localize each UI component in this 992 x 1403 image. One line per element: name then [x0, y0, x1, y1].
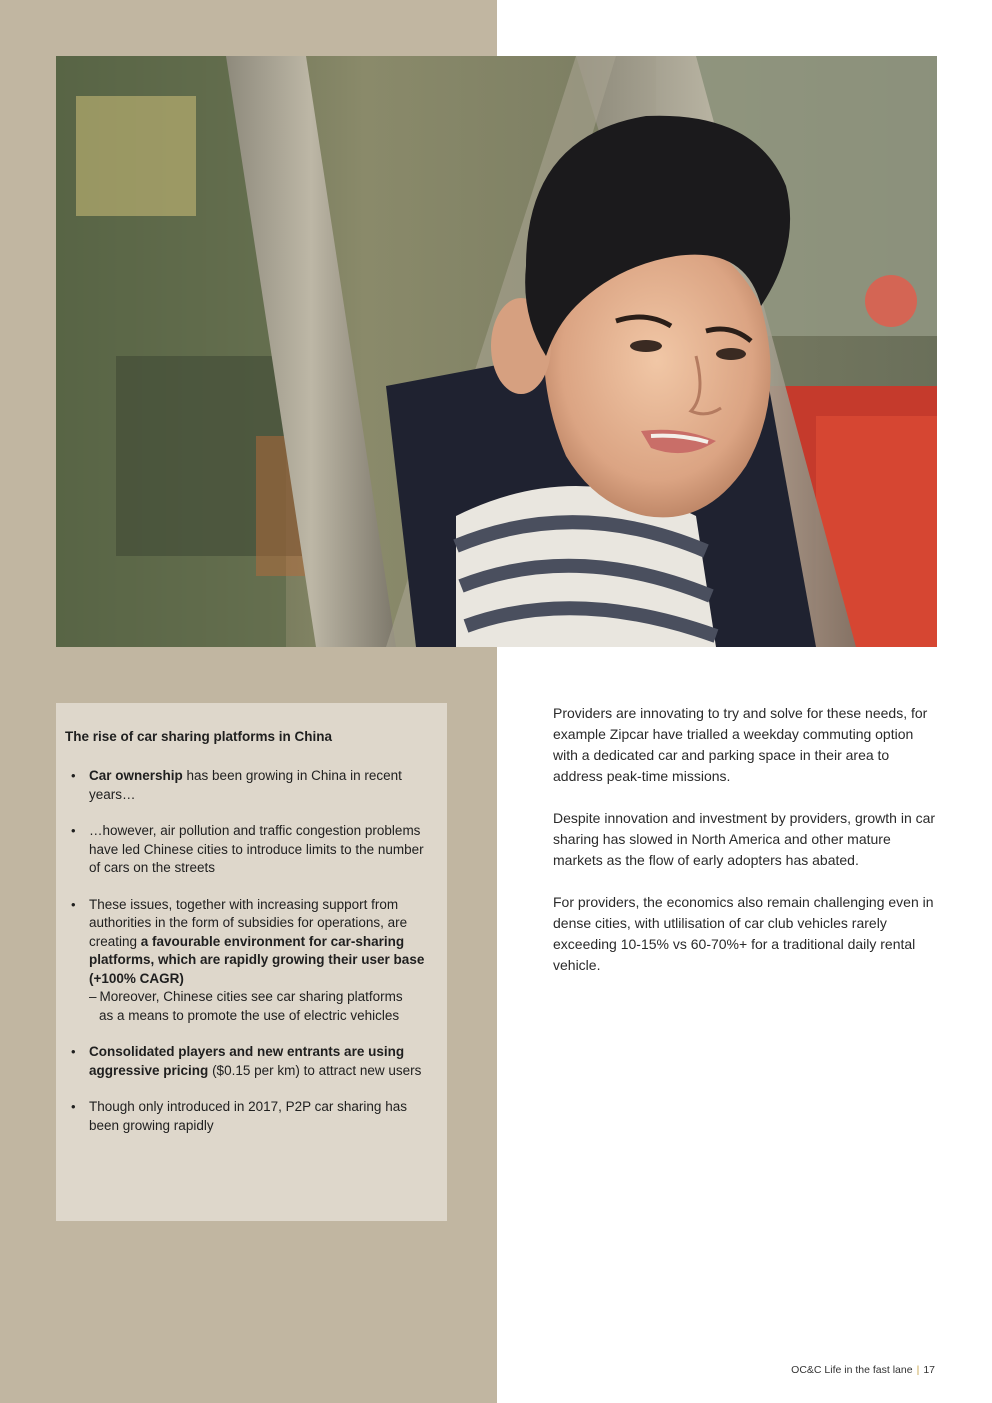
page-number: 17 [923, 1364, 935, 1376]
bullet-bold-text: Consolidated players and new entrants are using aggressive pricing [89, 1044, 405, 1078]
footer-publication: Life in the fast lane [824, 1364, 913, 1376]
bullet-text: These issues, together with increasing support from authorities in the form of subsidies for operations, are creating [89, 896, 408, 949]
sub-bullet-text-cont: as a means to promote the use of electric vehicles [99, 1007, 400, 1023]
bullet-text: has been growing in China in recent years… [89, 768, 402, 802]
car-window-photo [56, 56, 937, 647]
box-title: The rise of car sharing platforms in China [65, 729, 333, 744]
china-car-sharing-box [56, 703, 447, 1221]
page-footer [791, 1364, 935, 1376]
sub-bullet [89, 988, 427, 1025]
bullet-bold-text: a favourable environment for car-sharing platforms, which are rapidly growing their user base (+100% CAGR) [89, 933, 425, 986]
list-item [65, 1098, 427, 1135]
paragraph: Providers are innovating to try and solve for these needs, for example Zipcar have trialled a weekday commuting option with a dedicated car and parking space in their area to address peak-time missions. [553, 705, 928, 784]
bullet-list [65, 767, 427, 1135]
bullet-dot: • [71, 896, 76, 912]
footer-separator: | [916, 1364, 920, 1376]
paragraph: Despite innovation and investment by providers, growth in car sharing has slowed in North America and other mature markets as the flow of early adopters has abated. [553, 810, 936, 868]
body-text-column [553, 703, 938, 997]
bullet-dot: • [71, 768, 76, 783]
list-item [65, 767, 427, 804]
bullet-dot: • [71, 1099, 76, 1114]
bullet-dot: • [71, 1044, 76, 1059]
bullet-dot: • [71, 823, 76, 838]
bullet-text: …however, air pollution and traffic congestion problems have led Chinese cities to introduce limits to the number of cars on the streets [89, 823, 424, 875]
hero-photo [56, 56, 937, 647]
bullet-text: ($0.15 per km) to attract new users [208, 1062, 422, 1078]
bullet-bold-text: Car ownership [89, 768, 183, 783]
sub-bullet-text: Moreover, Chinese cities see car sharing platforms [99, 989, 403, 1004]
list-item [65, 822, 427, 878]
list-item [65, 896, 427, 1026]
paragraph: For providers, the economics also remain challenging even in dense cities, with utlilisation of car club vehicles rarely exceeding 10-15% vs 60-70%+ for a traditional daily rental vehicle. [553, 894, 934, 973]
sub-bullet-dash: – [89, 989, 97, 1004]
bullet-text: Though only introduced in 2017, P2P car sharing has been growing rapidly [89, 1099, 407, 1133]
footer-brand: OC&C [791, 1364, 822, 1376]
list-item [65, 1043, 427, 1080]
